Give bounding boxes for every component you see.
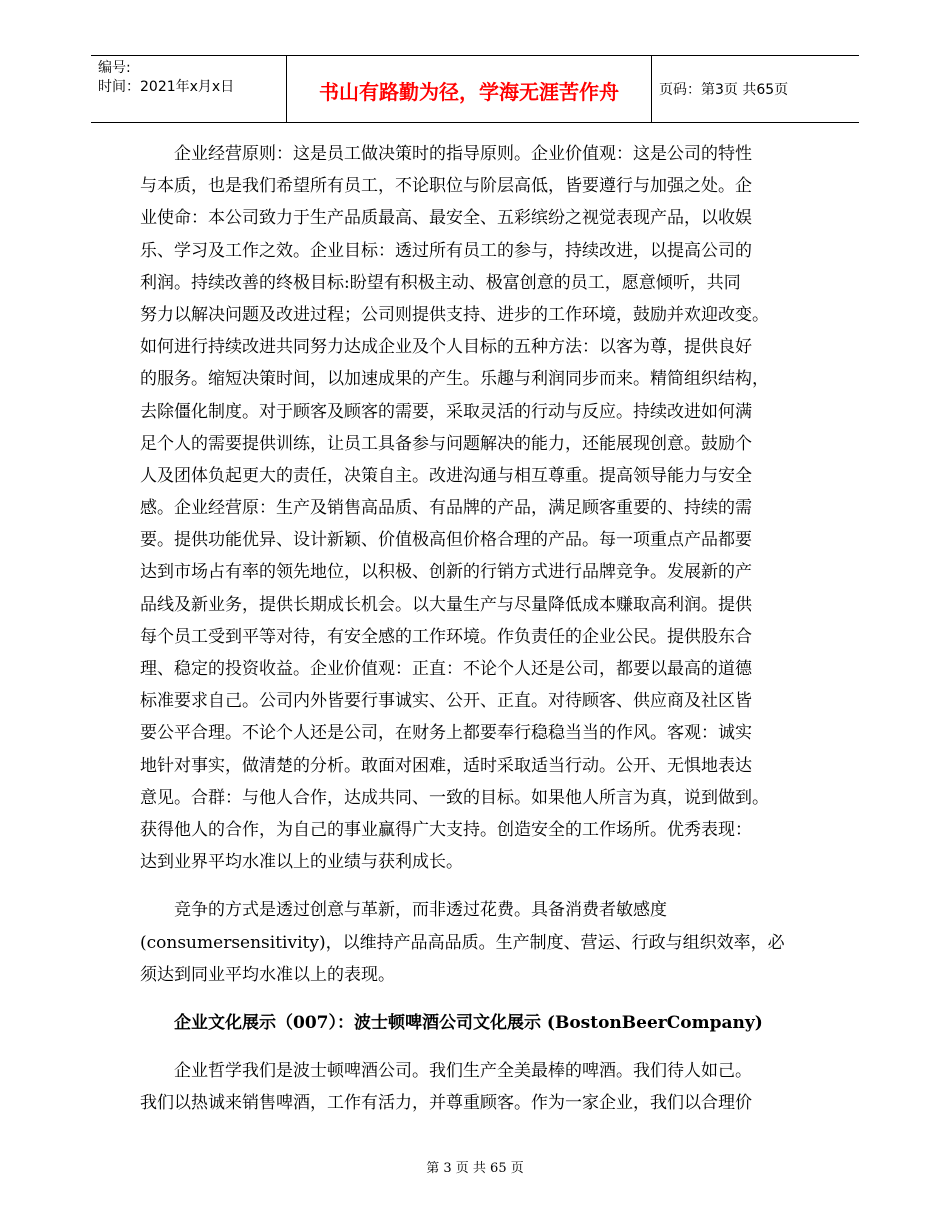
header-page-indicator: 页码：第3页 共65页	[659, 82, 789, 98]
document-number-label: 编号:	[98, 60, 131, 76]
text-line: 利润。持续改善的终极目标:盼望有积极主动、极富创意的员工，愿意倾听，共同	[140, 272, 741, 293]
text-line: 要。提供功能优异、设计新颖、价值极高但价格合理的产品。每一项重点产品都要	[140, 530, 752, 551]
paragraph-spacer	[140, 878, 828, 894]
text-line: 标准要求自己。公司内外皆要行事诚实、公开、正直。对待顾客、供应商及社区皆	[140, 691, 752, 712]
header-meta	[98, 59, 288, 97]
page-footer: 第 3 页 共 65 页	[426, 1161, 524, 1176]
text-line: 每个员工受到平等对待，有安全感的工作环境。作负责任的企业公民。提供股东合	[140, 626, 752, 647]
text-line: 达到业界平均水准以上的业绩与获利成长。	[140, 852, 463, 873]
section-heading: 企业文化展示（007）：波士顿啤酒公司文化展示 (BostonBeerCompany)	[140, 1012, 763, 1033]
text-line: 达到市场占有率的领先地位，以积极、创新的行销方式进行品牌竞争。发展新的产	[140, 562, 752, 583]
text-line: (consumersensitivity)，以维持产品高品质。生产制度、营运、行政与组织效率，必	[140, 932, 785, 953]
text-line: 我们以热诚来销售啤酒，工作有活力，并尊重顾客。作为一家企业，我们以合理价	[140, 1093, 752, 1114]
paragraph-principles	[140, 138, 828, 878]
text-line: 理、稳定的投资收益。企业价值观：正直：不论个人还是公司，都要以最高的道德	[140, 659, 752, 679]
text-line: 竞争的方式是透过创意与革新，而非透过花费。具备消费者敏感度	[140, 900, 667, 921]
text-line: 的服务。缩短决策时间，以加速成果的产生。乐趣与利润同步而来。精简组织结构，	[140, 369, 769, 390]
text-line: 努力以解决问题及改进过程；公司则提供支持、进步的工作环境，鼓励并欢迎改变。	[140, 304, 769, 325]
header-motto: 书山有路勤为径，学海无涯苦作舟	[319, 80, 619, 104]
text-line: 地针对事实，做清楚的分析。敢面对困难，适时采取适当行动。公开、无惧地表达	[140, 755, 752, 776]
text-line: 品线及新业务，提供长期成长机会。以大量生产与尽量降低成本赚取高利润。提供	[140, 594, 752, 615]
paragraph-spacer	[140, 1039, 828, 1055]
text-line: 企业经营原则：这是员工做决策时的指导原则。企业价值观：这是公司的特性	[140, 144, 752, 164]
text-line: 足个人的需要提供训练，让员工具备参与问题解决的能力，还能展现创意。鼓励个	[140, 433, 752, 454]
text-line: 要公平合理。不论个人还是公司，在财务上都要奉行稳稳当当的作风。客观：诚实	[140, 723, 752, 744]
text-line: 如何进行持续改进共同努力达成企业及个人目标的五种方法：以客为尊，提供良好	[140, 337, 752, 358]
text-line: 须达到同业平均水准以上的表现。	[140, 964, 395, 985]
document-time-label: 时间：2021年x月x日	[98, 79, 235, 95]
text-line: 企业哲学我们是波士顿啤酒公司。我们生产全美最棒的啤酒。我们待人如己。	[140, 1061, 752, 1082]
text-line: 业使命：本公司致力于生产品质最高、最安全、五彩缤纷之视觉表现产品，以收娱	[140, 208, 752, 229]
document-body	[140, 138, 828, 1119]
text-line: 人及团体负起更大的责任，决策自主。改进沟通与相互尊重。提高领导能力与安全	[140, 465, 752, 486]
paragraph-competition	[140, 894, 828, 991]
header-divider	[651, 56, 652, 122]
paragraph-spacer	[140, 991, 828, 1007]
page-header	[91, 55, 859, 123]
text-line: 乐、学习及工作之效。企业目标：透过所有员工的参与，持续改进，以提高公司的	[140, 240, 752, 261]
text-line: 去除僵化制度。对于顾客及顾客的需要，采取灵活的行动与反应。持续改进如何满	[140, 401, 752, 422]
text-line: 感。企业经营原：生产及销售高品质、有品牌的产品，满足顾客重要的、持续的需	[140, 498, 752, 519]
text-line: 意见。合群：与他人合作，达成共同、一致的目标。如果他人所言为真，说到做到。	[140, 787, 769, 808]
text-line: 获得他人的合作，为自己的事业赢得广大支持。创造安全的工作场所。优秀表现：	[140, 819, 752, 840]
text-line: 与本质，也是我们希望所有员工，不论职位与阶层高低，皆要遵行与加强之处。企	[140, 176, 752, 197]
paragraph-philosophy	[140, 1055, 828, 1119]
